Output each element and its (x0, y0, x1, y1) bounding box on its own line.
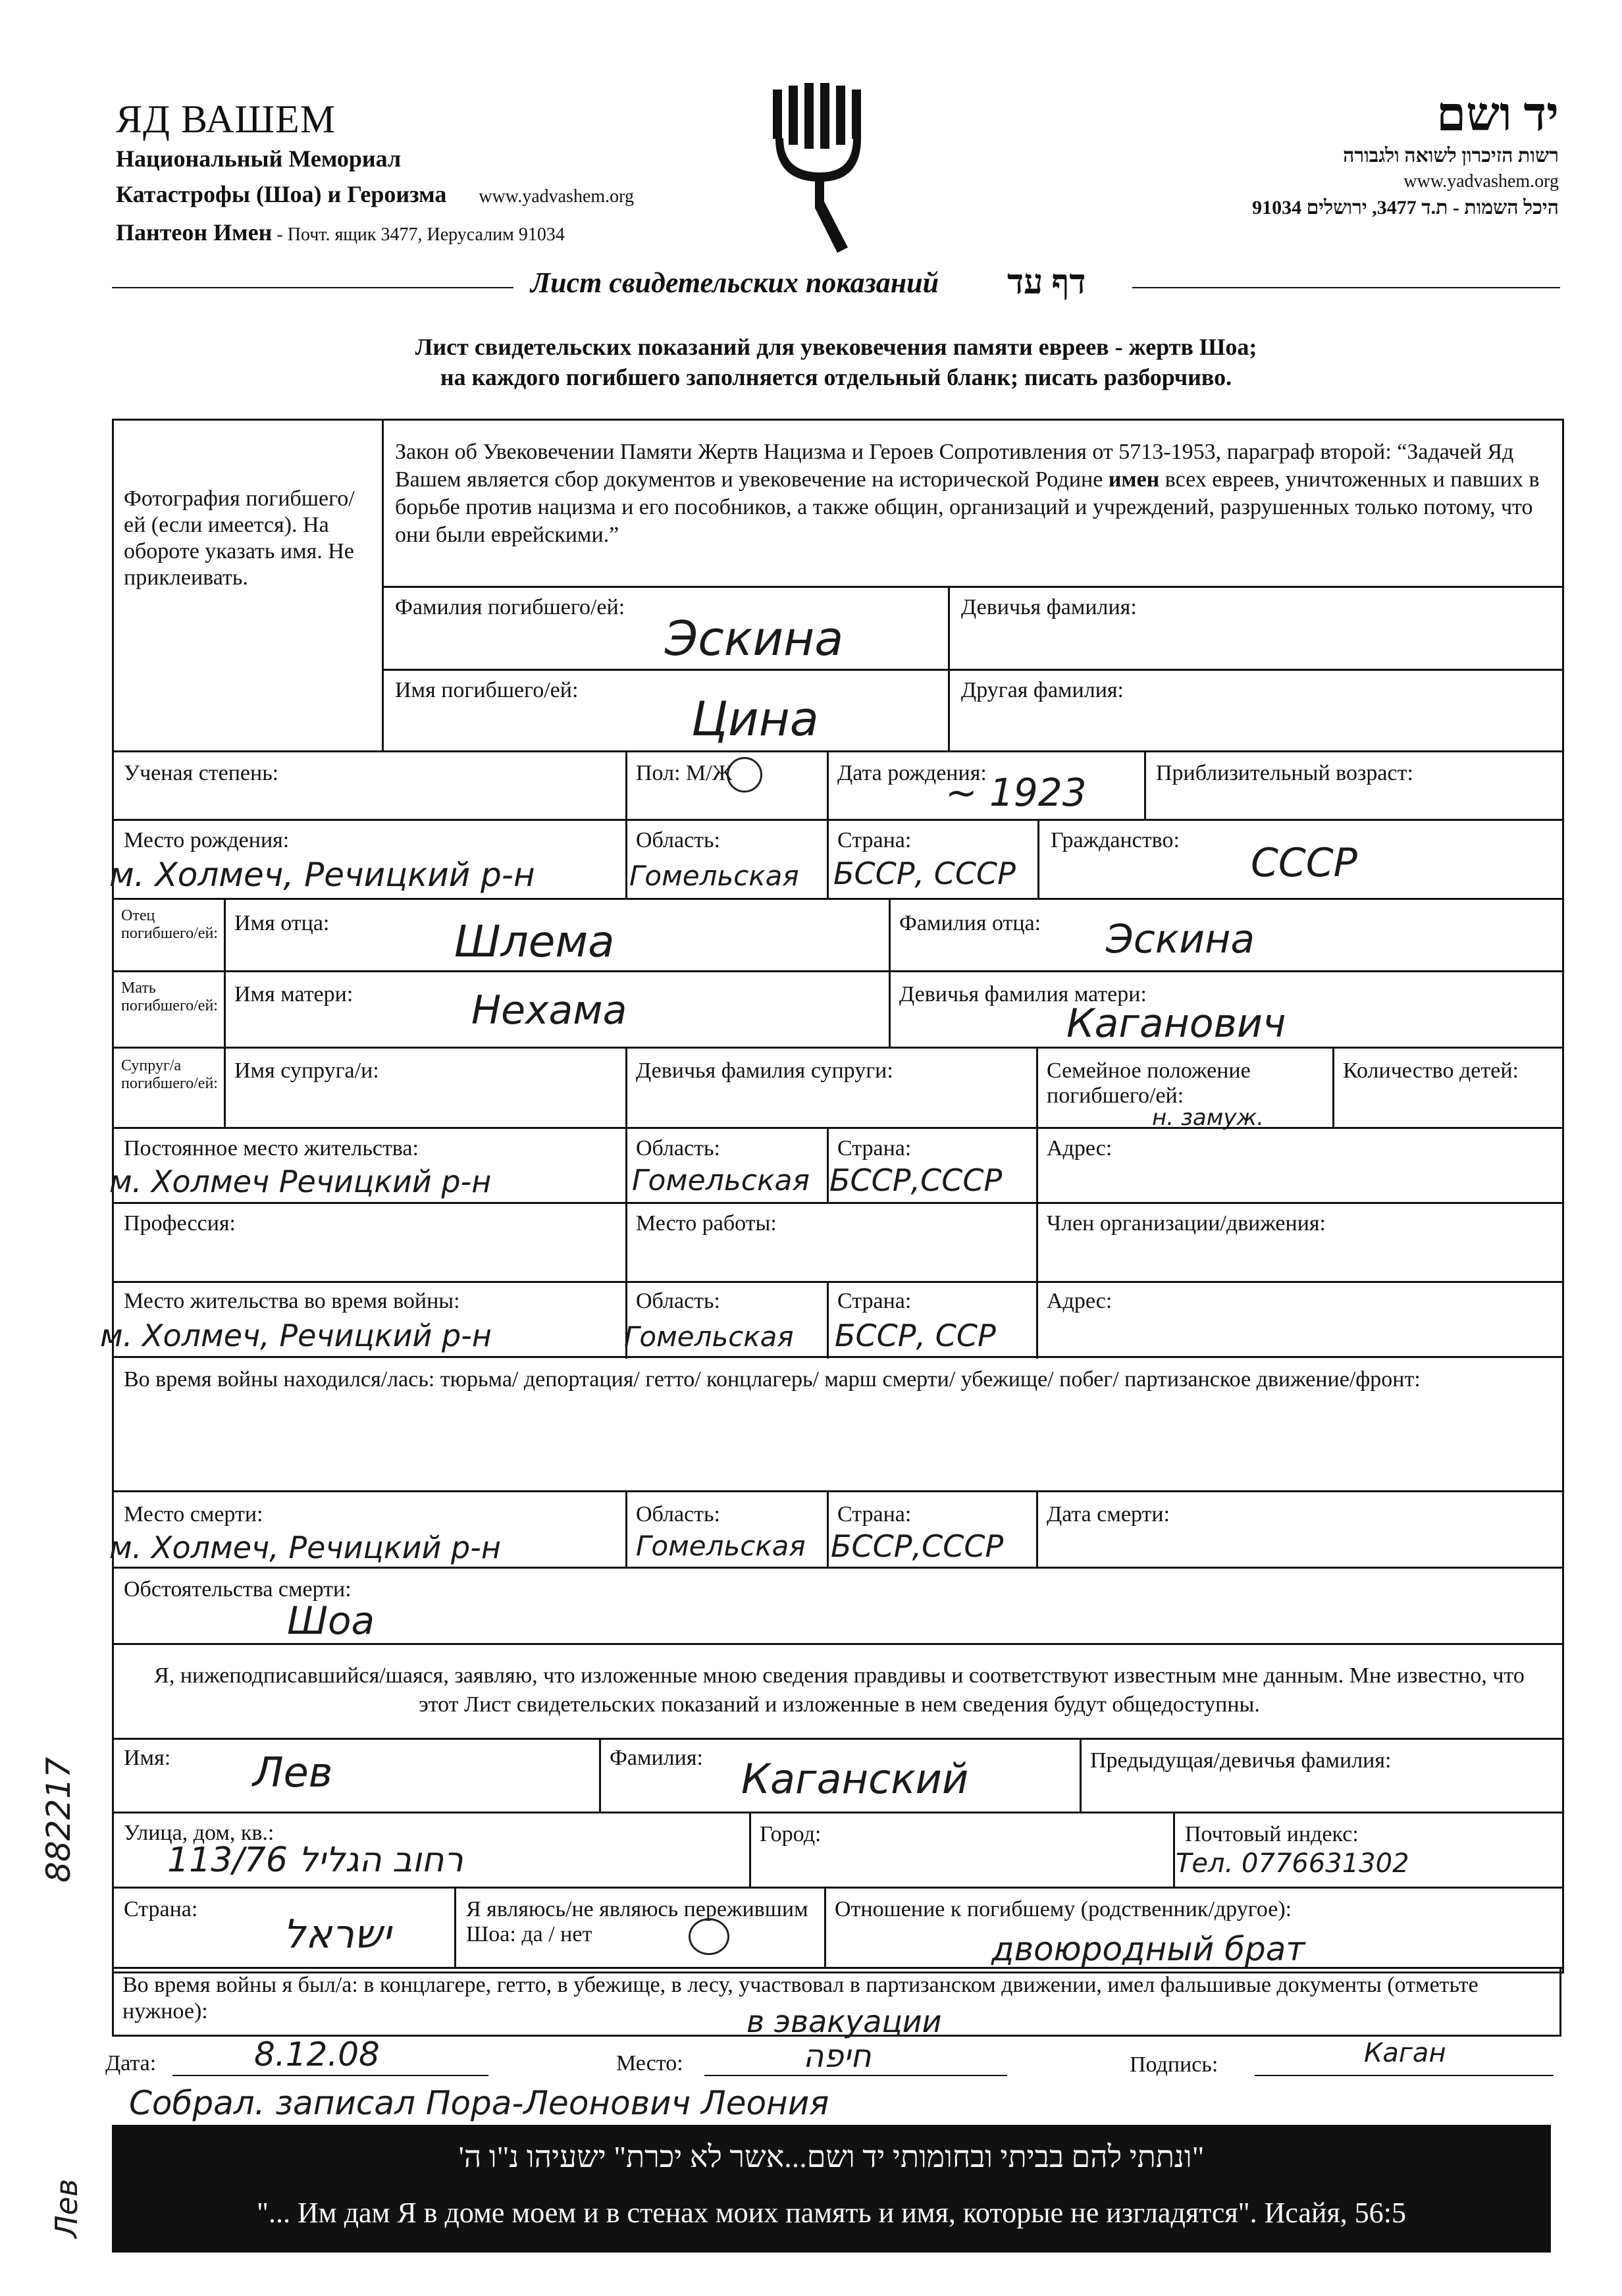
header-left (116, 97, 634, 253)
birth-region-label: Область: (636, 828, 720, 852)
sub-surname-label: Фамилия: (610, 1746, 703, 1770)
h-subname (112, 1812, 1562, 1813)
h-law (384, 586, 1562, 588)
residence-value[interactable]: м. Холмеч Речицкий р-н (109, 1164, 492, 1199)
h-surname (384, 669, 1562, 671)
sub-name-value[interactable]: Лев (253, 1748, 333, 1796)
workplace-label: Место работы: (636, 1211, 777, 1236)
death-place-label: Место смерти: (124, 1502, 263, 1526)
profession-label: Профессия: (124, 1211, 236, 1236)
sub-surname-value[interactable]: Каганский (741, 1755, 969, 1803)
children-label: Количество детей: (1343, 1058, 1519, 1083)
marital-label: Семейное положение погибшего/ей: (1047, 1058, 1251, 1108)
h-spouse (112, 1127, 1562, 1129)
place-label: Место: (616, 2051, 683, 2075)
war-residence-label: Место жительства во время войны: (124, 1289, 460, 1313)
relation-label: Отношение к погибшему (родственник/другое): (835, 1897, 1292, 1921)
title-rule-left (112, 287, 513, 288)
intro-line2: на каждого погибшего заполняется отдельный бланк; писать разборчиво. (440, 364, 1232, 390)
ru-title: ЯД ВАШЕМ (116, 97, 336, 141)
maiden-label: Девичья фамилия: (961, 595, 1137, 619)
v-father-mid (889, 898, 891, 1048)
place-line (704, 2075, 1007, 2076)
birth-country-value[interactable]: БССР, СССР (833, 856, 1016, 891)
footer-ru-quote: "... Им дам Я в доме моем и в стенах моих память и имя, которые не изгладятся". Исайя, 56:5 (257, 2197, 1406, 2229)
v-birth-cit (1037, 819, 1039, 899)
footer-banner (112, 2125, 1551, 2253)
mother-maiden-value[interactable]: Каганович (1066, 1001, 1286, 1047)
sex-label: Пол: М/Ж (636, 761, 733, 785)
v-deg2 (827, 750, 829, 899)
death-region-label: Область: (636, 1502, 720, 1526)
spouse-side-label: Супруг/а погибшего/ей: (121, 1057, 218, 1092)
war-sub-value[interactable]: в эвакуации (746, 2004, 942, 2039)
sheet-title: Лист свидетельских показаний (531, 267, 939, 299)
h-residence (112, 1202, 1562, 1204)
sub-prev-label: Предыдущая/девичья фамилия: (1090, 1748, 1392, 1773)
ru-line2-row (116, 176, 634, 215)
war-country-label: Страна: (837, 1289, 912, 1313)
war-status-label: Во время войны находился/лась: тюрьма/ депортация/ гетто/ концлагерь/ марш смерти/ убежище/ побег/ партизанское движение/фронт: (124, 1367, 1421, 1392)
war-country-value[interactable]: БССР, ССР (835, 1318, 996, 1353)
sub-country-label: Страна: (124, 1897, 198, 1921)
city-label: Город: (760, 1822, 822, 1846)
residence-region-value[interactable]: Гомельская (632, 1164, 810, 1197)
father-side-label: Отец погибшего/ей: (121, 907, 218, 942)
date-label: Дата: (105, 2051, 157, 2075)
birth-place-label: Место рождения: (124, 828, 290, 852)
footer-he-quote: "ונתתי להם בביתי ובחומותי יד ושם...אשר לא יכרת" ישעיהו נ"ו ה' (458, 2140, 1205, 2174)
law-text (395, 438, 1547, 549)
other-surname-label: Другая фамилия: (961, 678, 1124, 702)
v-street2 (1173, 1812, 1175, 1888)
spouse-name-label: Имя супруга/и: (234, 1058, 379, 1083)
survivor-label: Я являюсь/не являюсь пережившим Шоа: да / нет (466, 1897, 808, 1946)
v-death1 (625, 1490, 627, 1568)
v-deg3 (1144, 750, 1146, 820)
birth-date-label: Дата рождения: (837, 761, 987, 785)
death-circ-label: Обстоятельства смерти: (124, 1577, 352, 1602)
h-circ (112, 1643, 1562, 1645)
intro-line1: Лист свидетельских показаний для увековечения памяти евреев - жертв Шоа; (415, 334, 1257, 360)
residence-label: Постоянное место жительства: (124, 1136, 419, 1161)
citizenship-label: Гражданство: (1051, 828, 1180, 852)
v-street1 (749, 1812, 751, 1888)
ru-url: www.yadvashem.org (479, 186, 634, 207)
h-father (112, 970, 1562, 972)
h-decl (112, 1738, 1562, 1740)
father-surname-label: Фамилия отца: (899, 911, 1041, 935)
law-p1: Закон об Увековечении Памяти Жертв Нацизма и Героев Сопротивления от 5713-1953, параграф второй: “Задачей Яд Вашем является сбор документов и увековечение на исторической Родине (395, 440, 1514, 492)
v-death2 (827, 1490, 829, 1568)
citizenship-value[interactable]: СССР (1251, 840, 1357, 886)
declaration-text: Я, нижеподписавшийся/шаяся, заявляю, что изложенные мною сведения правдивы и соответствуют известным мне данным. Мне известно, что этот Лист свидетельских показаний и изложенные в нем сведения будут общедоступны. (154, 1663, 1525, 1717)
v-photo (382, 419, 384, 752)
v-country1 (454, 1887, 456, 1968)
h-war-status (112, 1490, 1562, 1492)
date-line (172, 2075, 488, 2076)
v-deg1 (625, 750, 627, 899)
war-address-label: Адрес: (1047, 1289, 1112, 1313)
yad-vashem-logo (769, 83, 874, 261)
ru-line3-bold: Пантеон Имен (116, 219, 273, 246)
war-sub-label: Во время войны я был/а: в концлагере, гетто, в убежище, в лесу, участвовал в партизанском движении, имел фальшивые документы (отметьте нужное): (122, 1973, 1478, 2023)
h-war-res (112, 1356, 1562, 1358)
death-country-label: Страна: (837, 1502, 912, 1526)
date-value[interactable]: 8.12.08 (254, 2035, 380, 2074)
sheet-title-he: דף עד (1007, 264, 1086, 301)
place-value[interactable]: חיפה (803, 2038, 872, 2075)
he-title: יד ושם (1436, 88, 1559, 141)
v-sub1 (599, 1738, 601, 1813)
death-circ-value[interactable]: Шоа (287, 1598, 375, 1643)
ru-line3-row (116, 215, 634, 253)
street-value[interactable]: 113/76 רחוב הגליל (167, 1840, 463, 1880)
death-country-value[interactable]: БССР,СССР (831, 1528, 1004, 1564)
v-death3 (1036, 1490, 1038, 1568)
law-p2: всех евреев, уничтоженных и павших в борьбе против нацизма и его пособников, а также общин, организаций и учреждений, разрушенных только потому, что они были еврейскими.” (395, 467, 1540, 547)
photo-instructions: Фотография погибшего/ей (если имеется). На обороте указать имя. Не приклеивать. (124, 486, 355, 590)
ru-line2: Катастрофы (Шоа) и Героизма (116, 181, 447, 207)
v-sub2 (1080, 1738, 1082, 1813)
first-name-label: Имя погибшего/ей: (395, 678, 579, 702)
war-region-value[interactable]: Гомельская (624, 1320, 794, 1353)
residence-country-value[interactable]: БССР,СССР (829, 1162, 1003, 1198)
v-surname-mid (948, 586, 950, 752)
birth-date-value[interactable]: ~ 1923 (945, 770, 1087, 815)
residence-country-label: Страна: (837, 1136, 912, 1161)
signature-value[interactable]: Каган (1364, 2038, 1446, 2068)
death-region-value[interactable]: Гомельская (636, 1530, 806, 1562)
h-degree (112, 819, 1562, 821)
ru-line1: Национальный Мемориал (116, 145, 402, 172)
residence-region-label: Область: (636, 1136, 720, 1161)
mother-side-label: Мать погибшего/ей: (121, 979, 218, 1014)
intro (112, 332, 1560, 392)
h-street (112, 1887, 1562, 1889)
marital-value[interactable]: н. замуж. (1152, 1105, 1264, 1131)
h-mother (112, 1047, 1562, 1049)
postcode-label: Почтовый индекс: (1185, 1822, 1359, 1846)
sub-name-label: Имя: (124, 1746, 171, 1770)
birth-region-value[interactable]: Гомельская (629, 860, 799, 892)
father-name-value[interactable]: Шлема (454, 916, 615, 967)
war-region-label: Область: (636, 1289, 720, 1313)
death-date-label: Дата смерти: (1047, 1502, 1170, 1526)
first-name-value[interactable]: Цина (691, 691, 819, 746)
margin-initial: Лев (49, 2178, 84, 2238)
ru-line3-rest: - Почт. ящик 3477, Иерусалим 91034 (272, 224, 565, 245)
father-surname-value[interactable]: Эскина (1106, 916, 1255, 962)
he-url: www.yadvashem.org (1403, 171, 1559, 192)
header-right (1252, 87, 1559, 222)
v-country2 (824, 1887, 826, 1968)
sex-circle-mark (727, 757, 762, 793)
v-spouse2 (1036, 1047, 1038, 1128)
survivor-yes-mark (689, 1918, 729, 1955)
law-bold: имен (1108, 467, 1160, 492)
relation-value[interactable]: двоюродный брат (991, 1930, 1305, 1968)
v-warres2 (827, 1281, 829, 1359)
collected-note: Собрал. записал Пора-Леонович Леония (129, 2084, 829, 2122)
birth-country-label: Страна: (837, 828, 912, 852)
mother-maiden-label: Девичья фамилия матери: (899, 982, 1147, 1006)
sub-country-value[interactable]: ישראל (283, 1912, 392, 1958)
death-place-value[interactable]: м. Холмеч, Речицкий р-н (109, 1530, 501, 1565)
mother-name-value[interactable]: Нехама (471, 987, 627, 1033)
war-residence-value[interactable]: м. Холмеч, Речицкий р-н (100, 1318, 492, 1353)
phone-value[interactable]: Тел. 0776631302 (1176, 1848, 1409, 1879)
signature-line (1255, 2075, 1554, 2076)
v-spouse1 (625, 1047, 627, 1128)
signature-label: Подпись: (1130, 2052, 1218, 2077)
he-line1: רשות הזיכרון לשואה ולגבורה (1343, 145, 1559, 167)
degree-label: Ученая степень: (124, 761, 279, 785)
margin-number: 882217 (39, 1757, 78, 1883)
h-death (112, 1567, 1562, 1569)
h-birth (112, 898, 1562, 900)
surname-label: Фамилия погибшего/ей: (395, 595, 625, 619)
h-photo (112, 750, 1562, 752)
residence-address-label: Адрес: (1047, 1136, 1112, 1161)
v-side (224, 898, 226, 1128)
he-line3: היכל השמות - ת.ד 3477, ירושלים 91034 (1252, 197, 1559, 219)
v-spouse3 (1332, 1047, 1334, 1128)
h-profession (112, 1281, 1562, 1283)
v-res2 (827, 1127, 829, 1203)
title-rule-right (1132, 287, 1560, 288)
member-label: Член организации/движения: (1047, 1211, 1326, 1236)
father-name-label: Имя отца: (234, 911, 330, 935)
mother-name-label: Имя матери: (234, 982, 353, 1006)
surname-value[interactable]: Эскина (665, 611, 844, 666)
v-res3 (1036, 1127, 1038, 1359)
spouse-maiden-label: Девичья фамилия супруги: (636, 1058, 893, 1083)
street-label: Улица, дом, кв.: (124, 1821, 275, 1845)
approx-age-label: Приблизительный возраст: (1156, 761, 1413, 785)
birth-place-value[interactable]: м. Холмеч, Речицкий р-н (109, 856, 535, 894)
